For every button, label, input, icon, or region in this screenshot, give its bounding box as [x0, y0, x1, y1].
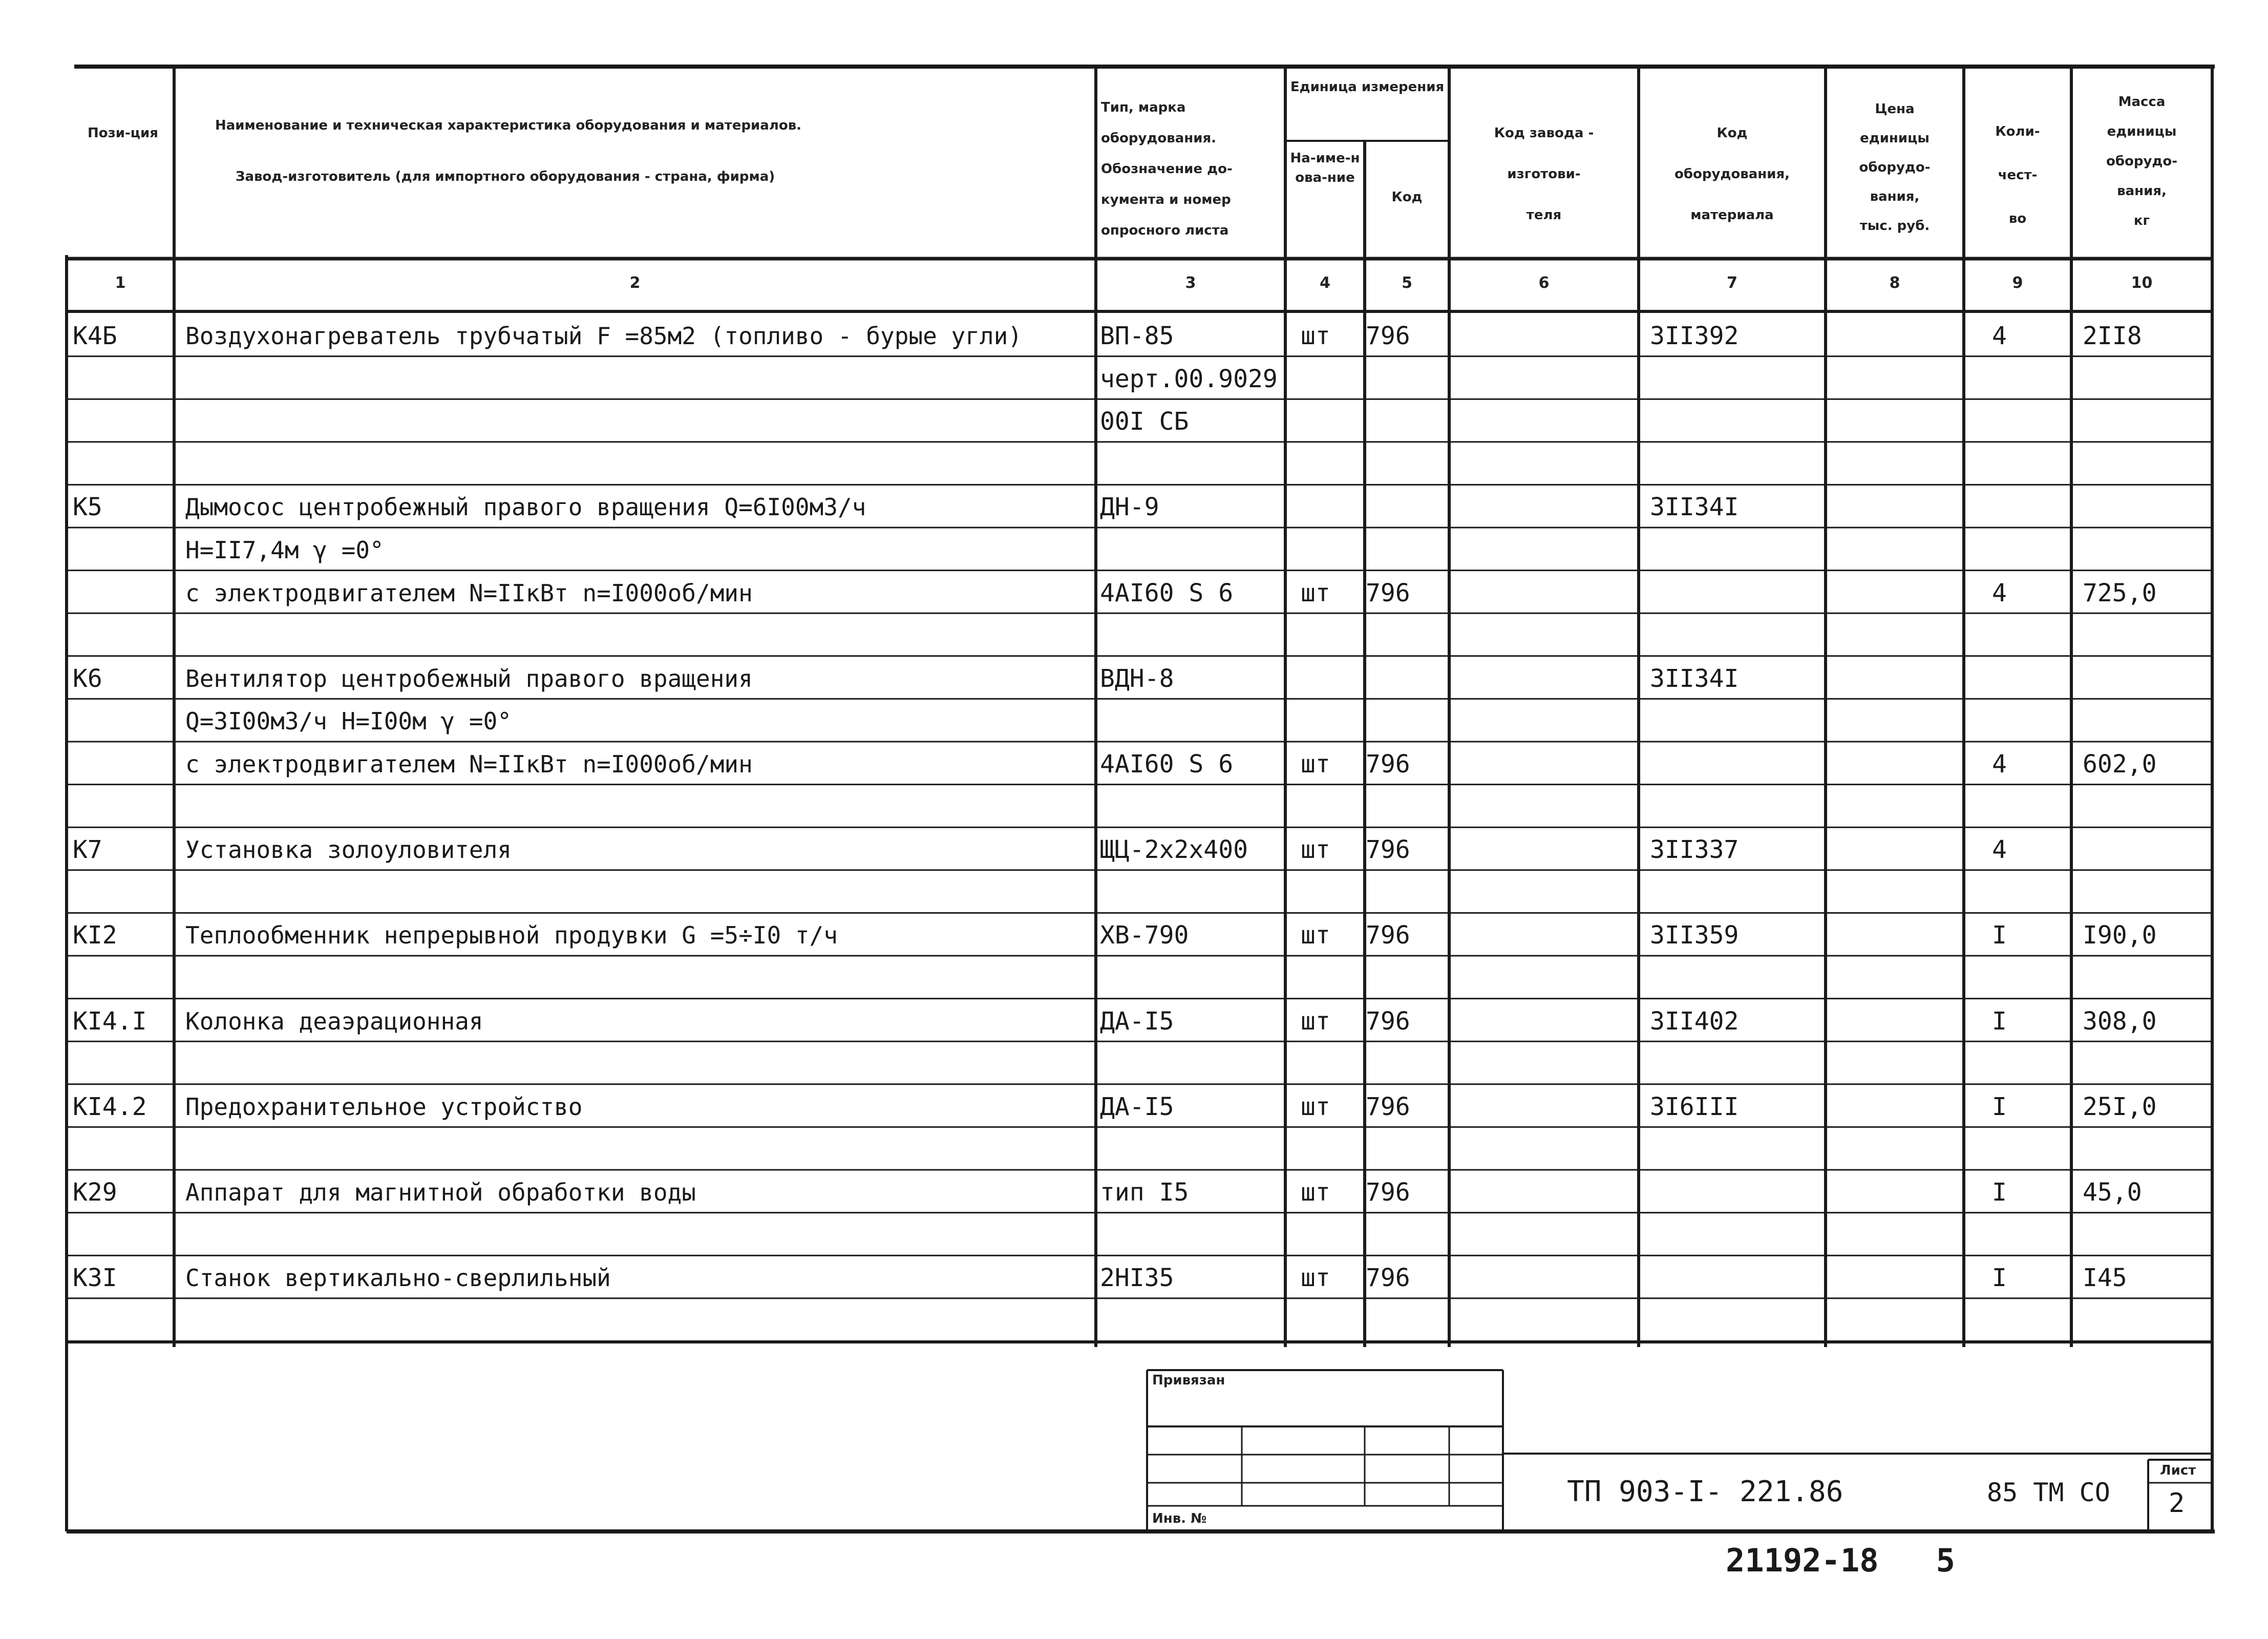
cell-qty: I: [1992, 1006, 2007, 1036]
cell-name: Воздухонагреватель трубчатый F =85м2 (топливо - бурые угли): [185, 322, 1022, 350]
cell-qty: I: [1992, 921, 2007, 950]
cell-unit: шт: [1301, 578, 1330, 607]
cell-name: Установка золоуловителя: [185, 836, 512, 864]
cell-unit-code: 796: [1366, 921, 1410, 950]
cell-qty: 4: [1992, 578, 2007, 607]
cell-mass: 308,0: [2083, 1006, 2157, 1036]
cell-name: Теплообменник непрерывной продувки G =5÷I0 т/ч: [185, 921, 838, 950]
cell-equip-code: 3II34I: [1650, 493, 1739, 522]
cell-name: с электродвигателем N=IIкВт n=I000об/мин: [185, 750, 753, 778]
cell-name: Вентилятор центробежный правого вращения: [185, 664, 753, 692]
cell-name: Предохранительное устройство: [185, 1092, 583, 1121]
stamp-privyazan: Привязан: [1152, 1373, 1225, 1388]
cell-type: 4AI60 S 6: [1100, 750, 1234, 779]
footer-number: 21192-18 5: [1726, 1542, 1955, 1579]
cell-unit: шт: [1301, 1006, 1330, 1036]
cell-qty: 4: [1992, 750, 2007, 779]
cell-unit-code: 796: [1366, 835, 1410, 865]
cell-equip-code: 3I6III: [1650, 1092, 1739, 1121]
cell-mass: 2II8: [2083, 322, 2142, 350]
cell-equip-code: 3II402: [1650, 1006, 1739, 1036]
cell-type: ВП-85: [1100, 322, 1174, 350]
header-name-line2: Завод-изготовитель (для импортного оборудования - страна, фирма): [236, 169, 775, 184]
cell-equip-code: 3II34I: [1650, 664, 1739, 693]
column-number: 8: [1889, 274, 1900, 292]
cell-pos: К4Б: [73, 322, 117, 350]
cell-type: ДА-I5: [1100, 1092, 1174, 1121]
cell-unit: шт: [1301, 1178, 1330, 1207]
cell-type: 2НI35: [1100, 1264, 1174, 1293]
cell-equip-code: 3II337: [1650, 835, 1739, 865]
cell-unit-code: 796: [1366, 1178, 1410, 1207]
cell-pos: КI2: [73, 921, 117, 950]
cell-name: Q=3I00м3/ч H=I00м γ =0°: [185, 707, 512, 736]
header-factory-code: Код завода - изготови- теля: [1494, 125, 1594, 223]
header-equipment-code: Код оборудования, материала: [1674, 125, 1790, 223]
cell-type: черт.00.9029: [1100, 364, 1278, 393]
cell-name: Станок вертикально-сверлильный: [185, 1264, 611, 1292]
cell-equip-code: 3II392: [1650, 322, 1739, 350]
cell-pos: К7: [73, 835, 102, 865]
cell-mass: I90,0: [2083, 921, 2157, 950]
sheet-label: Лист: [2160, 1463, 2196, 1478]
column-number: 1: [115, 274, 126, 292]
cell-pos: К5: [73, 493, 102, 522]
cell-unit: шт: [1301, 921, 1330, 950]
cell-type: 00I СБ: [1100, 407, 1189, 436]
cell-type: ХВ-790: [1100, 921, 1189, 950]
cell-unit-code: 796: [1366, 750, 1410, 779]
cell-mass: 725,0: [2083, 578, 2157, 607]
sheet-number: 2: [2169, 1488, 2185, 1519]
cell-pos: К6: [73, 664, 102, 693]
cell-unit-code: 796: [1366, 578, 1410, 607]
header-name-line1: Наименование и техническая характеристика оборудования и материалов.: [215, 118, 802, 133]
header-mass: Масса единицы оборудо- вания, кг: [2106, 94, 2178, 228]
header-quantity: Коли- чест- во: [1995, 124, 2040, 226]
cell-pos: КI4.I: [73, 1006, 147, 1036]
cell-unit: шт: [1301, 835, 1330, 865]
cell-unit: шт: [1301, 1092, 1330, 1121]
header-type: Тип, марка оборудования. Обозначение до- кумента и номер опросного листа: [1101, 100, 1233, 238]
header-unit-name: На-име-нова-ние: [1290, 151, 1360, 185]
cell-qty: I: [1992, 1178, 2007, 1207]
column-number: 4: [1320, 274, 1330, 292]
cell-name: H=II7,4м γ =0°: [185, 536, 384, 564]
cell-name: Аппарат для магнитной обработки воды: [185, 1179, 696, 1206]
cell-pos: К3I: [73, 1264, 117, 1293]
cell-mass: 602,0: [2083, 750, 2157, 779]
cell-qty: I: [1992, 1264, 2007, 1293]
cell-qty: 4: [1992, 835, 2007, 865]
cell-unit-code: 796: [1366, 1264, 1410, 1293]
column-number: 10: [2131, 274, 2153, 292]
column-number: 3: [1185, 274, 1196, 292]
cell-name: Дымосос центробежный правого вращения Q=6I00м3/ч: [185, 493, 866, 521]
cell-mass: 25I,0: [2083, 1092, 2157, 1121]
sheet-code: 85 ТМ СО: [1987, 1478, 2110, 1507]
cell-unit: шт: [1301, 750, 1330, 779]
cell-name: с электродвигателем N=IIкВт n=I000об/мин: [185, 579, 753, 607]
column-number: 9: [2012, 274, 2023, 292]
header-price: Цена единицы оборудо- вания, тыс. руб.: [1859, 101, 1931, 234]
column-number: 7: [1727, 274, 1737, 292]
cell-unit: шт: [1301, 1264, 1330, 1293]
cell-unit-code: 796: [1366, 1092, 1410, 1121]
cell-qty: 4: [1992, 322, 2007, 350]
column-number: 5: [1402, 274, 1412, 292]
cell-type: ЩЦ-2х2х400: [1100, 835, 1248, 865]
header-unit: Единица измерения: [1290, 79, 1445, 95]
header-position: Пози-ция: [88, 125, 158, 141]
cell-type: тип I5: [1100, 1178, 1189, 1207]
cell-name: Колонка деаэрационная: [185, 1007, 483, 1035]
cell-type: ДН-9: [1100, 493, 1159, 522]
doc-code: ТП 903-I- 221.86: [1567, 1475, 1843, 1508]
cell-type: ВДН-8: [1100, 664, 1174, 693]
cell-type: 4AI60 S 6: [1100, 578, 1234, 607]
cell-mass: 45,0: [2083, 1178, 2142, 1207]
cell-unit-code: 796: [1366, 1006, 1410, 1036]
cell-pos: К29: [73, 1178, 117, 1207]
cell-unit-code: 796: [1366, 322, 1410, 350]
cell-qty: I: [1992, 1092, 2007, 1121]
column-number: 6: [1538, 274, 1550, 292]
cell-type: ДА-I5: [1100, 1006, 1174, 1036]
cell-pos: КI4.2: [73, 1092, 147, 1121]
column-number: 2: [629, 274, 641, 292]
cell-mass: I45: [2083, 1264, 2127, 1293]
stamp-inv-no: Инв. №: [1152, 1511, 1207, 1526]
header-unit-code: Код: [1391, 190, 1423, 205]
cell-unit: шт: [1301, 322, 1330, 350]
cell-equip-code: 3II359: [1650, 921, 1739, 950]
